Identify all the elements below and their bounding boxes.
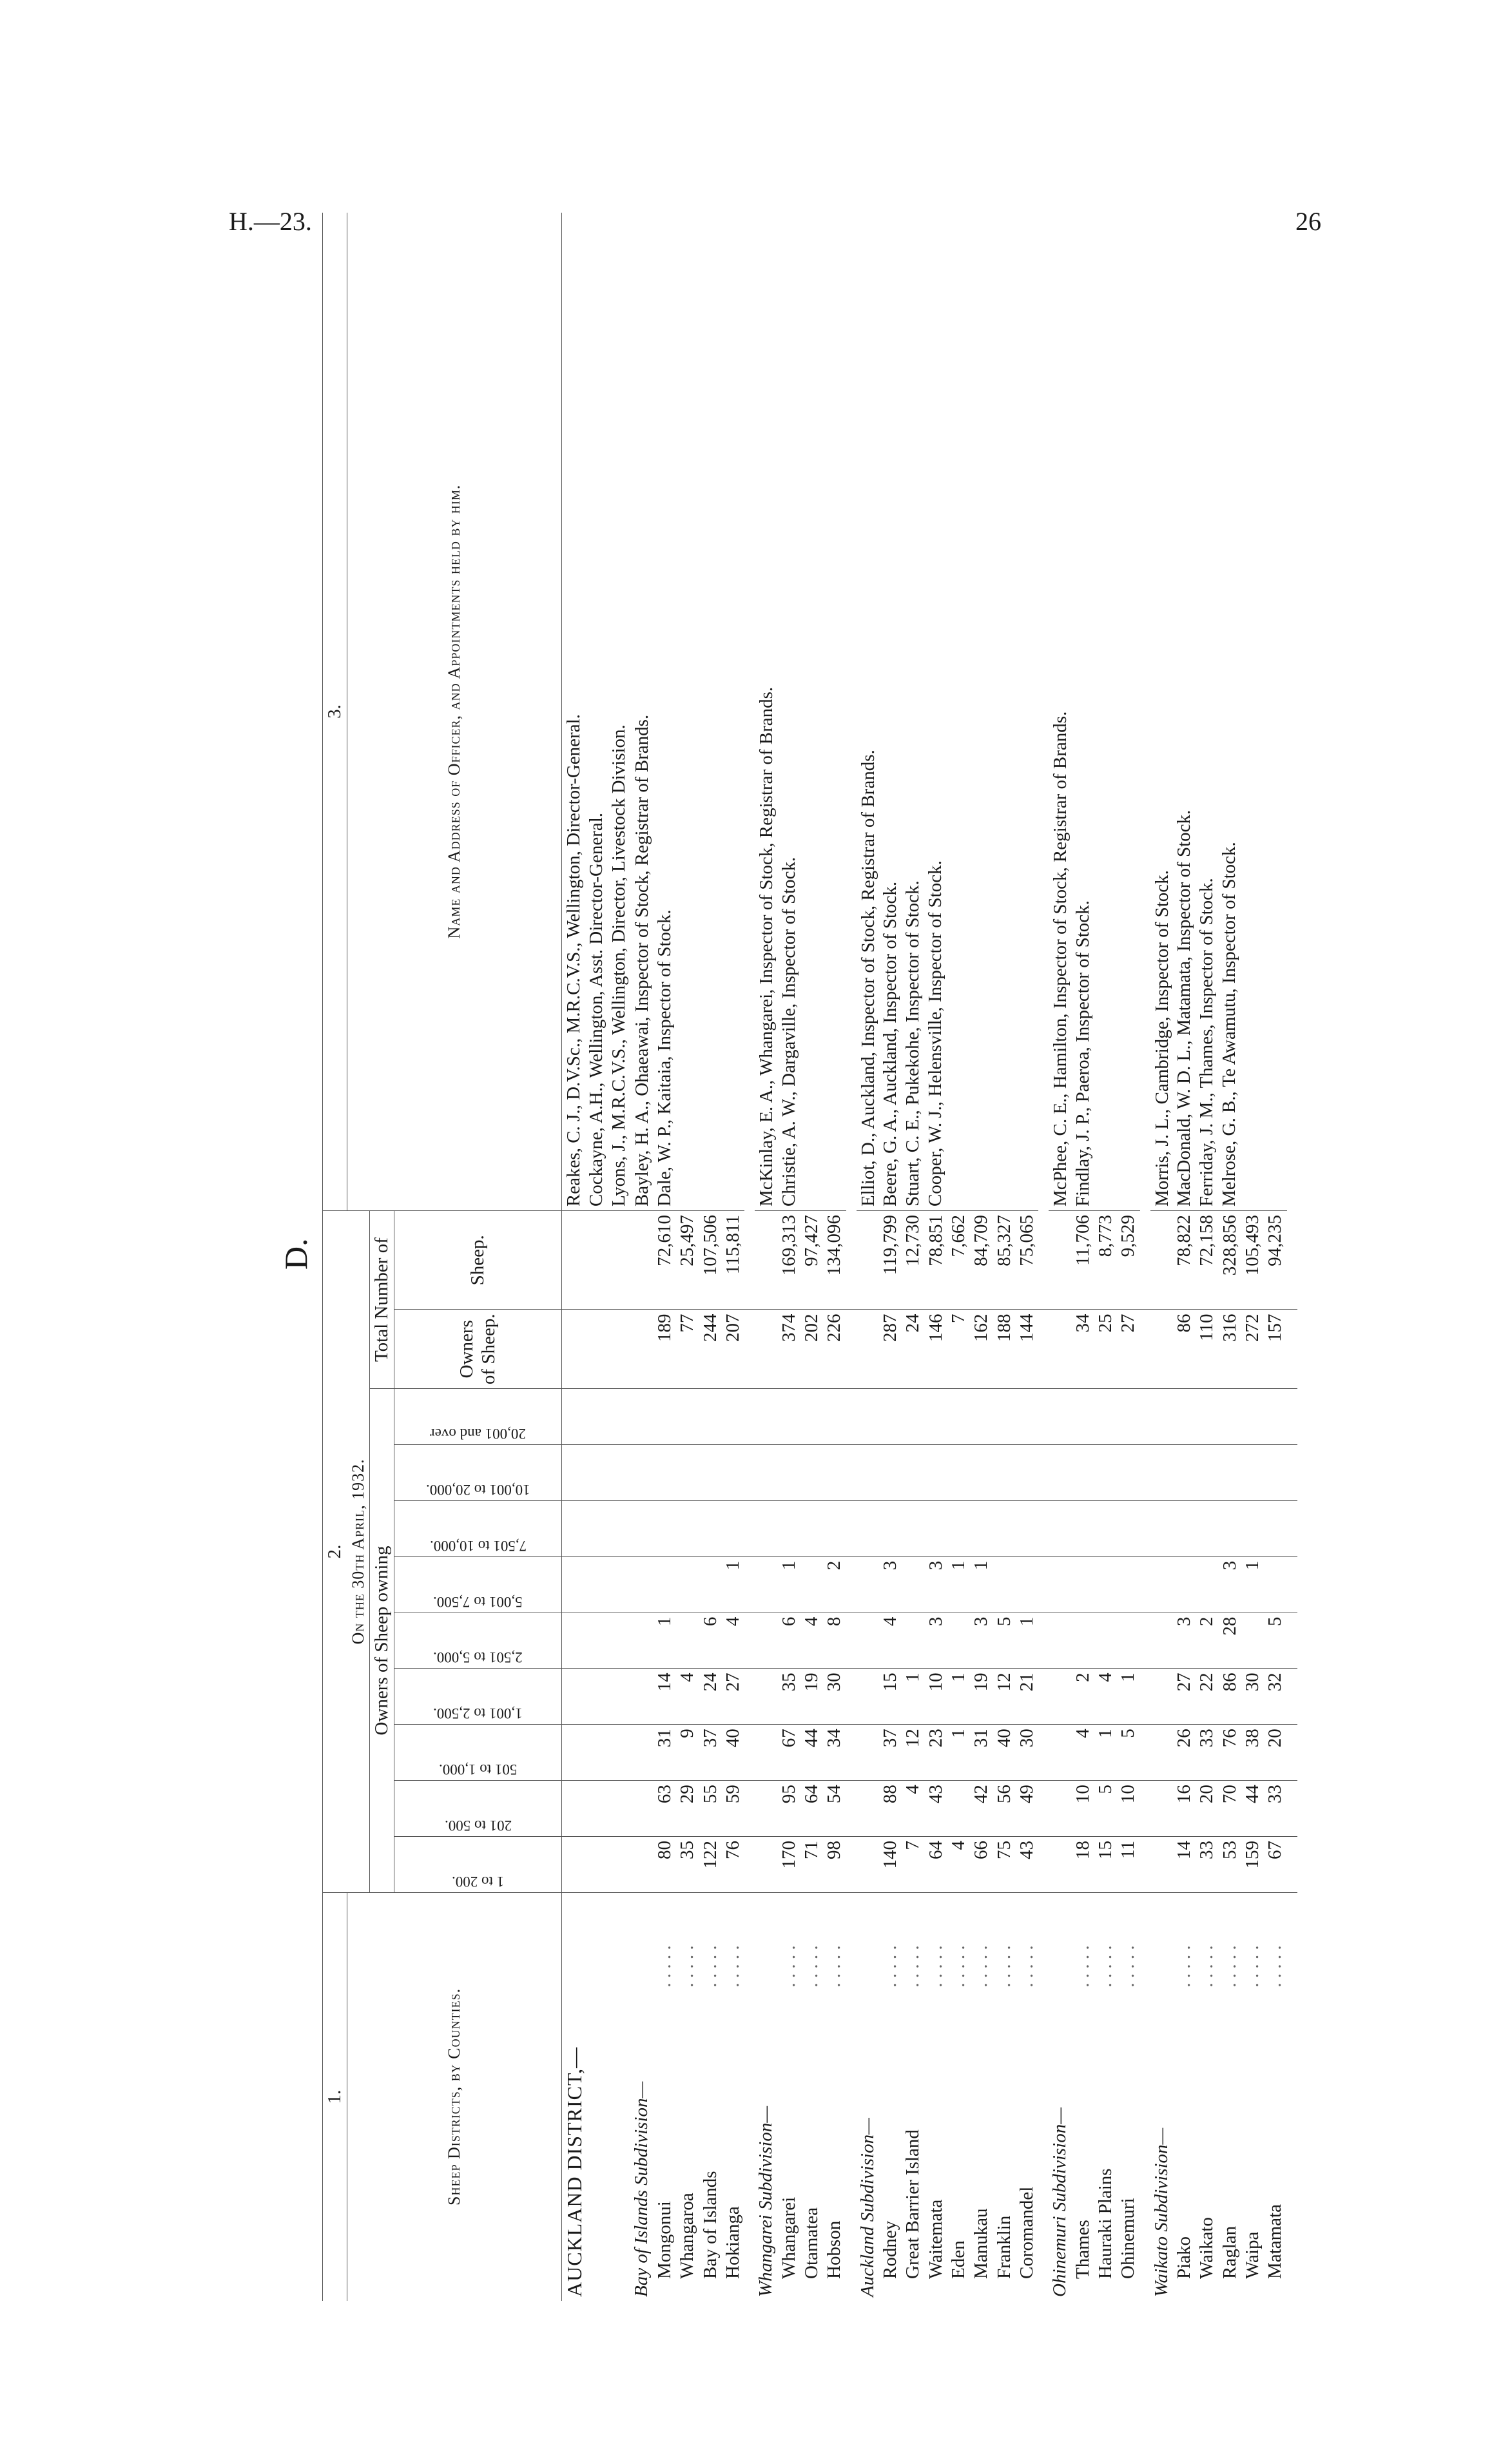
county-name: Ohinemuri [1118,2198,1139,2279]
rotated-table-region [277,213,1347,2301]
col1-title: Sheep Districts, by Counties. [347,1892,562,2301]
page-header-left: H.—23. [229,207,312,236]
sheep-count: 78,822 [1173,1211,1196,1310]
band-count: 30 [1241,1669,1264,1725]
band-count: 159 [1241,1837,1264,1893]
owners-count: 207 [722,1310,744,1389]
band-count: 3 [1173,1613,1196,1669]
band-count: 15 [879,1669,902,1725]
band-header: 2,501 to 5,000. [433,1649,523,1666]
band-count: 76 [1219,1725,1241,1781]
officer-entry: Dale, W. P., Kaitaia, Inspector of Stock. [654,909,675,1207]
officer-entry: Bayley, H. A., Ohaeawai, Inspector of Stock, Registrar of Brands. [632,714,653,1207]
county-name: Franklin [993,2215,1014,2279]
leader-dots: . . . . . [947,1945,969,1988]
sheep-count: 105,493 [1241,1211,1264,1310]
leader-dots: . . . . . [925,1945,946,1988]
band-count: 76 [722,1837,744,1893]
leader-dots: . . . . . [1174,1945,1195,1988]
band-count: 4 [1094,1669,1117,1725]
owners-count: 86 [1173,1310,1196,1389]
band-count: 21 [1016,1669,1038,1725]
leader-dots: . . . . . [699,1945,721,1988]
band-count: 44 [1241,1781,1264,1837]
band-count: 19 [970,1669,993,1725]
officer-list [630,213,744,1211]
leader-dots: . . . . . [993,1945,1014,1988]
sheep-count: 97,427 [800,1211,823,1310]
county-name: Thames [1072,2220,1093,2279]
sheep-count: 119,799 [879,1211,902,1310]
band-count: 49 [1016,1781,1038,1837]
page-number: 26 [1295,207,1321,236]
officer-list [1150,213,1287,1211]
county-name: Coromandel [1016,2186,1037,2279]
band-count: 44 [800,1725,823,1781]
owners-count: 77 [676,1310,699,1389]
band-count [654,1556,676,1613]
band-count: 42 [970,1781,993,1837]
band-count: 64 [800,1781,823,1837]
band-count: 4 [947,1837,970,1893]
sheep-count: 78,851 [925,1211,947,1310]
band-count: 140 [879,1837,902,1893]
owners-count: 157 [1264,1310,1286,1389]
col2-title: On the 30th April, 1932. [347,1211,369,1893]
band-count: 5 [1094,1781,1117,1837]
band-count: 10 [925,1669,947,1725]
owners-of-sheep-header: Owners of Sheep. [394,1310,562,1389]
sheep-count: 85,327 [993,1211,1016,1310]
band-count: 2 [1196,1613,1218,1669]
owners-count: 226 [823,1310,846,1389]
band-header: 5,001 to 7,500. [433,1593,523,1610]
band-count [800,1556,823,1613]
band-count: 43 [925,1781,947,1837]
owners-count: 146 [925,1310,947,1389]
band-count [993,1556,1016,1613]
sheep-count: 75,065 [1016,1211,1038,1310]
band-count [902,1613,924,1669]
table-body [562,213,1297,2301]
band-count: 6 [699,1613,722,1669]
owners-count: 189 [654,1310,676,1389]
owners-count: 7 [947,1310,970,1389]
band-count: 1 [654,1613,676,1669]
band-count: 122 [699,1837,722,1893]
band-count: 19 [800,1669,823,1725]
band-count: 15 [1094,1837,1117,1893]
sheep-owners-table [322,213,1297,2301]
owners-count: 110 [1196,1310,1218,1389]
sheep-count: 134,096 [823,1211,846,1310]
owners-count: 27 [1117,1310,1139,1389]
county-name: Bay of Islands [699,2171,721,2279]
band-count: 4 [1072,1725,1094,1781]
band-count: 4 [902,1781,924,1837]
officer-entry: Reakes, C. J., D.V.Sc., M.R.C.V.S., Wellington, Director-General. [563,714,585,1207]
officer-entry: Lyons, J., M.R.C.V.S., Wellington, Director, Livestock Division. [608,724,629,1207]
band-count [1264,1556,1286,1613]
band-count: 1 [947,1556,970,1613]
owners-count: 374 [778,1310,800,1389]
subdivision-title: Auckland Subdivision— [857,2118,878,2297]
officer-entry: Morris, J. L., Cambridge, Inspector of Stock. [1151,870,1172,1207]
sheep-count: 25,497 [676,1211,699,1310]
officer-entry: Elliot, D., Auckland, Inspector of Stock, Registrar of Brands. [857,750,878,1207]
band-count: 32 [1264,1669,1286,1725]
officer-entry: MacDonald, W. D. L., Matamata, Inspector of Stock. [1174,809,1195,1207]
subdivision-title: Ohinemuri Subdivision— [1049,2107,1071,2297]
band-count: 23 [925,1725,947,1781]
leader-dots: . . . . . [722,1945,743,1988]
band-count: 27 [1173,1669,1196,1725]
band-count: 5 [1264,1613,1286,1669]
band-count: 59 [722,1781,744,1837]
band-count: 1 [1094,1725,1117,1781]
band-count: 4 [879,1613,902,1669]
officer-entry: Christie, A. W., Dargaville, Inspector of Stock. [778,857,799,1207]
county-name: Waikato [1196,2217,1217,2279]
leader-dots: . . . . . [1242,1945,1263,1988]
band-count: 6 [778,1613,800,1669]
officer-entry: Stuart, C. E., Pukekohe, Inspector of Stock. [902,880,924,1207]
band-count: 14 [1173,1837,1196,1893]
officer-entry: Cooper, W. J., Helensville, Inspector of Stock. [924,860,945,1207]
band-count: 1 [1241,1556,1264,1613]
leader-dots: . . . . . [1265,1945,1286,1988]
owners-count: 144 [1016,1310,1038,1389]
owners-count: 202 [800,1310,823,1389]
band-count: 71 [800,1837,823,1893]
county-name: Piako [1174,2236,1195,2279]
band-count [1094,1613,1117,1669]
county-name: Raglan [1219,2225,1240,2279]
sheep-count: 115,811 [722,1211,744,1310]
owners-count: 162 [970,1310,993,1389]
band-header: 1 to 200. [452,1873,505,1890]
band-header: 501 to 1,000. [438,1761,518,1778]
county-name: Waipa [1242,2231,1263,2279]
sheep-count: 12,730 [902,1211,924,1310]
officer-list [1049,213,1139,1211]
band-count: 70 [1219,1781,1241,1837]
county-name: Mongonui [654,2201,675,2279]
sheep-count: 169,313 [778,1211,800,1310]
leader-dots: . . . . . [971,1945,992,1988]
county-name: Manukau [971,2208,992,2279]
sheep-header: Sheep. [394,1211,562,1310]
leader-dots: . . . . . [654,1945,675,1988]
band-count: 75 [993,1837,1016,1893]
leader-dots: . . . . . [800,1945,822,1988]
band-count: 33 [1196,1725,1218,1781]
band-count: 86 [1219,1669,1241,1725]
officer-list [857,213,1039,1211]
col1-number: 1. [324,2089,345,2104]
band-count [902,1556,924,1613]
band-count [676,1556,699,1613]
band-count: 30 [823,1669,846,1725]
band-header: 201 to 500. [444,1817,512,1834]
col2-number: 2. [323,1211,347,1893]
sheep-count: 72,158 [1196,1211,1218,1310]
county-name: Otamatea [800,2207,822,2279]
band-header: 10,001 to 20,000. [425,1481,530,1498]
sheep-count: 7,662 [947,1211,970,1310]
sheep-count: 84,709 [970,1211,993,1310]
owners-count: 34 [1072,1310,1094,1389]
sheep-count: 72,610 [654,1211,676,1310]
band-count: 37 [699,1725,722,1781]
band-count: 98 [823,1837,846,1893]
county-name: Great Barrier Island [902,2129,924,2279]
band-count [1094,1556,1117,1613]
band-count [1117,1613,1139,1669]
band-count: 14 [654,1669,676,1725]
band-count [1196,1556,1218,1613]
band-count: 54 [823,1781,846,1837]
band-count: 16 [1173,1781,1196,1837]
band-count: 18 [1072,1837,1094,1893]
band-count [1117,1556,1139,1613]
leader-dots: . . . . . [1196,1945,1217,1988]
table-letter: D. [278,1238,314,1270]
band-count: 5 [993,1613,1016,1669]
sheep-count: 11,706 [1072,1211,1094,1310]
leader-dots: . . . . . [1072,1945,1093,1988]
band-count: 12 [902,1725,924,1781]
total-header: Total Number of [369,1211,394,1389]
band-count: 95 [778,1781,800,1837]
officer-entry: Findlay, J. P., Paeroa, Inspector of Stock. [1072,900,1094,1207]
band-count: 40 [993,1725,1016,1781]
county-name: Waitemata [925,2199,946,2279]
sheep-count: 8,773 [1094,1211,1117,1310]
county-name: Rodney [879,2220,900,2279]
subdivision-title: Bay of Islands Subdivision— [631,2081,652,2297]
col3-title: Name and Address of Officer, and Appointments held by him. [347,213,562,1211]
band-count: 9 [676,1725,699,1781]
band-header: 1,001 to 2,500. [433,1705,523,1722]
officer-entry: Melrose, G. B., Te Awamutu, Inspector of Stock. [1219,842,1240,1207]
band-count: 37 [879,1725,902,1781]
subdivision-title: Whangarei Subdivision— [755,2106,777,2297]
owning-header: Owners of Sheep owning [369,1389,394,1893]
band-count [1072,1556,1094,1613]
county-name: Hauraki Plains [1095,2168,1116,2279]
band-count [1241,1613,1264,1669]
band-count: 88 [879,1781,902,1837]
band-count: 8 [823,1613,846,1669]
band-count: 20 [1196,1781,1218,1837]
officer-entry: Ferriday, J. M., Thames, Inspector of Stock. [1196,878,1217,1207]
band-count: 12 [993,1669,1016,1725]
band-count: 4 [800,1613,823,1669]
band-count: 10 [1117,1781,1139,1837]
leader-dots: . . . . . [824,1945,845,1988]
leader-dots: . . . . . [778,1945,799,1988]
band-count: 170 [778,1837,800,1893]
band-count: 3 [925,1613,947,1669]
sheep-count: 328,856 [1219,1211,1241,1310]
band-count: 20 [1264,1725,1286,1781]
sheep-count: 107,506 [699,1211,722,1310]
band-count: 64 [925,1837,947,1893]
band-count: 4 [722,1613,744,1669]
band-count: 1 [778,1556,800,1613]
band-count [1173,1556,1196,1613]
band-count: 63 [654,1781,676,1837]
band-count: 3 [879,1556,902,1613]
leader-dots: . . . . . [1016,1945,1037,1988]
band-count: 7 [902,1837,924,1893]
county-name: Whangaroa [677,2193,698,2279]
band-count: 22 [1196,1669,1218,1725]
leader-dots: . . . . . [902,1945,924,1988]
owners-count: 244 [699,1310,722,1389]
officer-entry: Beere, G. A., Auckland, Inspector of Stock. [880,881,901,1207]
band-count: 33 [1264,1781,1286,1837]
band-count: 35 [676,1837,699,1893]
band-count: 24 [699,1669,722,1725]
band-count [1072,1613,1094,1669]
band-header: 7,501 to 10,000. [429,1537,527,1554]
county-name: Hokianga [722,2206,743,2279]
owners-count: 287 [879,1310,902,1389]
band-count: 55 [699,1781,722,1837]
band-count: 1 [722,1556,744,1613]
band-count: 53 [1219,1837,1241,1893]
officer-entry: McKinlay, E. A., Whangarei, Inspector of Stock, Registrar of Brands. [756,686,777,1207]
officer-entry: Cockayne, A.H., Wellington, Asst. Director-General. [585,812,606,1207]
band-count: 10 [1072,1781,1094,1837]
owners-count: 25 [1094,1310,1117,1389]
band-count: 56 [993,1781,1016,1837]
sheep-count: 94,235 [1264,1211,1286,1310]
head-office-officers [562,213,631,1211]
band-count [947,1781,970,1837]
band-count: 11 [1117,1837,1139,1893]
officer-list [755,213,846,1211]
band-count: 28 [1219,1613,1241,1669]
district-title: AUCKLAND DISTRICT,— [563,2046,586,2297]
band-count: 40 [722,1725,744,1781]
county-name: Hobson [824,2220,845,2279]
band-count: 38 [1241,1725,1264,1781]
owners-count: 188 [993,1310,1016,1389]
band-count: 3 [925,1556,947,1613]
county-name: Matamata [1265,2204,1286,2279]
band-count [676,1613,699,1669]
band-count [699,1556,722,1613]
band-count: 1 [947,1725,970,1781]
leader-dots: . . . . . [1095,1945,1116,1988]
leader-dots: . . . . . [1219,1945,1240,1988]
band-count: 27 [722,1669,744,1725]
band-count: 3 [1219,1556,1241,1613]
band-count: 43 [1016,1837,1038,1893]
owners-count: 316 [1219,1310,1241,1389]
subdivision-title: Waikato Subdivision— [1150,2127,1172,2297]
band-count: 80 [654,1837,676,1893]
leader-dots: . . . . . [879,1945,900,1988]
leader-dots: . . . . . [1118,1945,1139,1988]
band-count [947,1613,970,1669]
band-count: 1 [947,1669,970,1725]
band-count: 2 [823,1556,846,1613]
band-count: 35 [778,1669,800,1725]
owners-count: 24 [902,1310,924,1389]
owners-count: 272 [1241,1310,1264,1389]
officer-entry: McPhee, C. E., Hamilton, Inspector of Stock, Registrar of Brands. [1050,711,1071,1207]
col3-number: 3. [323,213,347,1211]
band-count: 67 [778,1725,800,1781]
band-count: 5 [1117,1725,1139,1781]
band-count: 3 [970,1613,993,1669]
band-count: 34 [823,1725,846,1781]
band-count: 66 [970,1837,993,1893]
band-count: 67 [1264,1837,1286,1893]
band-count: 1 [1016,1613,1038,1669]
band-count: 2 [1072,1669,1094,1725]
band-count [1016,1556,1038,1613]
band-count: 26 [1173,1725,1196,1781]
leader-dots: . . . . . [677,1945,698,1988]
county-name: Eden [947,2240,969,2279]
band-count: 4 [676,1669,699,1725]
band-count: 1 [902,1669,924,1725]
band-header: 20,001 and over [430,1425,526,1442]
band-count: 30 [1016,1725,1038,1781]
band-count: 1 [970,1556,993,1613]
band-count: 1 [1117,1669,1139,1725]
county-name: Whangarei [778,2196,799,2279]
band-count: 33 [1196,1837,1218,1893]
band-count: 31 [654,1725,676,1781]
band-count: 29 [676,1781,699,1837]
band-count: 31 [970,1725,993,1781]
sheep-count: 9,529 [1117,1211,1139,1310]
